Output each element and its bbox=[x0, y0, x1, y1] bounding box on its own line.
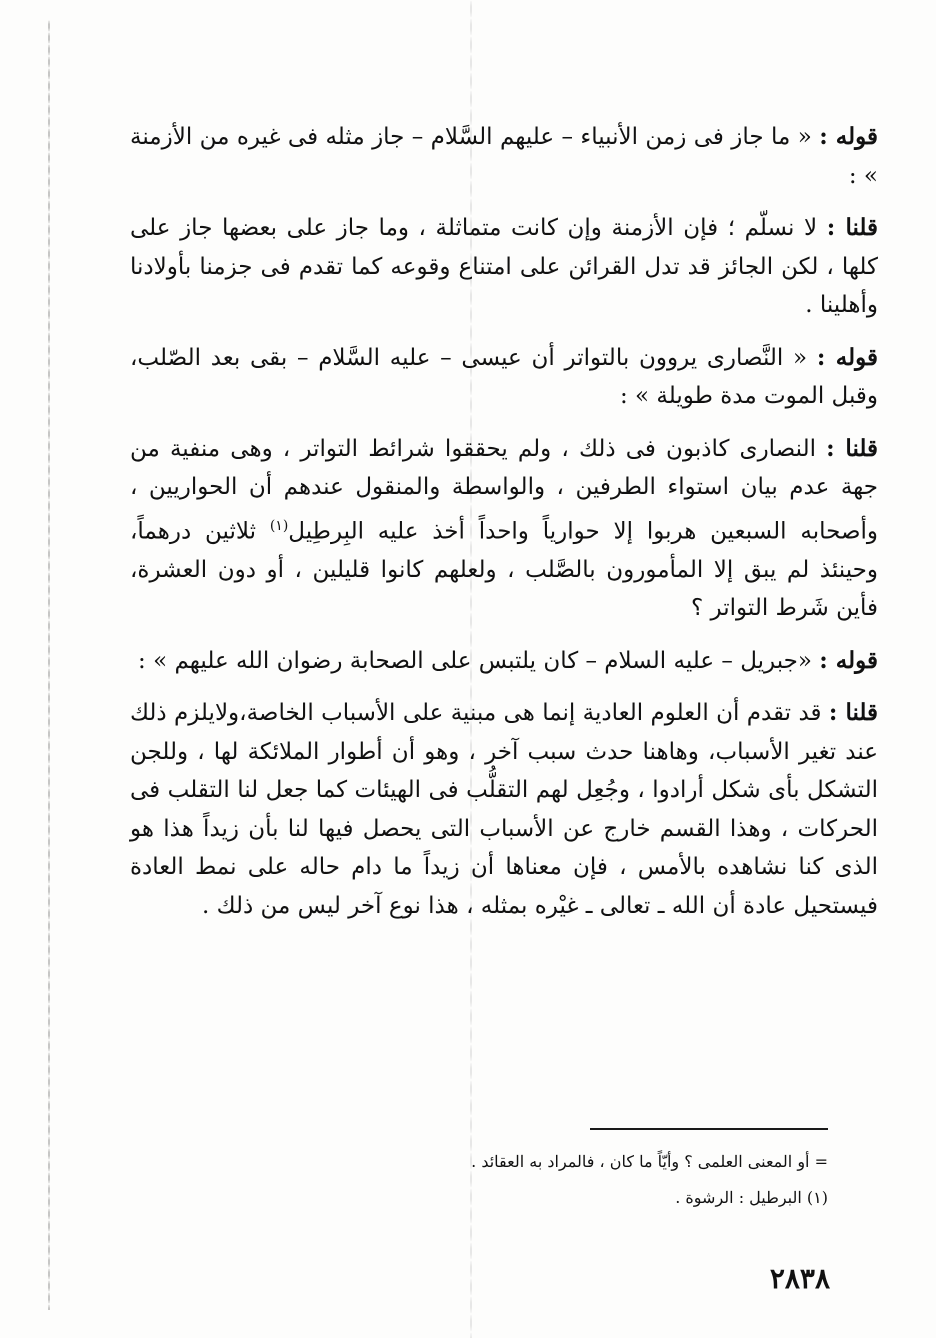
keyword-qawluh: قوله : bbox=[816, 343, 878, 371]
paragraph-text: «جبريل – عليه السلام – كان يلتبس على الصحابة رضوان الله عليهم » : bbox=[138, 647, 820, 674]
keyword-qulna: قلنا : bbox=[826, 434, 878, 462]
keyword-qawluh: قوله : bbox=[819, 123, 878, 150]
footnote-continuation: = أو المعنى العلمى ؟ وأيّاً ما كان ، فالمراد به العقائد . bbox=[471, 1152, 828, 1171]
page-number: ٢٨٣٨ bbox=[769, 1262, 830, 1295]
keyword-qulna: قلنا : bbox=[828, 699, 878, 727]
paragraph-text: قد تقدم أن العلوم العادية إنما هى مبنية على الأسباب الخاصة،ولايلزم ذلك عند تغير الأسباب، وهاهنا حدث سبب آخر ، وهو أن أطوار الملائكة لها ، وللجن التشكل بأى شكل أرادوا ، وجُعِل لهم التقلُّب فى الهيئات كما جعل لنا التقلب فى الحركات ، وهذا القسم خارج عن الأسباب التى يحصل فيها لنا بأن زيداً هذا هو الذى كنا نشاهده بالأمس ، فإن معناها أن زيداً ما دام حاله على نمط العادة فيستحيل عادة أن الله ـ تعالى ـ غيْره بمثله ، هذا نوع آخر ليس من ذلك . bbox=[130, 700, 878, 919]
paragraph-text: النصارى كاذبون فى ذلك ، ولم يحققوا شرائط التواتر ، وهى منفية من جهة عدم بيان استواء الطرفين ، والواسطة والمنقول عندهم أن الحواريين ، وأصحابه السبعين هربوا إلا حوارياً واحداً أخذ عليه البِرطِيل bbox=[130, 435, 879, 545]
paragraph-text: لا نسلّم ؛ فإن الأزمنة وإن كانت متماثلة ، وما جاز على بعضها جاز على كلها ، لكن الجائز قد تدل القرائن على امتناع وقوعه كما تقدم فى جزمنا بأولادنا وأهلينا . bbox=[130, 215, 878, 318]
paragraph-2 bbox=[130, 209, 878, 325]
paragraph-text-continued: ثلاثين درهماً، وحينئذ لم يبق إلا المأمورون بالصَّلب ، ولعلهم كانوا قليلين ، أو دون العشرة، فأين شَرط التواتر ؟ bbox=[130, 518, 878, 622]
paragraph-text: « النَّصارى يروون بالتواتر أن عيسى – عليه السَّلام – بقى بعد الصّلب، وقبل الموت مدة طويلة » : bbox=[130, 344, 878, 409]
paragraph-5 bbox=[130, 642, 878, 681]
keyword-qawluh: قوله : bbox=[819, 646, 878, 674]
footnotes bbox=[280, 1144, 828, 1216]
paragraph-3 bbox=[130, 339, 878, 416]
footnote-marker: (١) bbox=[269, 517, 289, 534]
main-text bbox=[130, 118, 878, 939]
footnote-1: (١) البرطيل : الرشوة . bbox=[675, 1188, 828, 1207]
paragraph-1 bbox=[130, 118, 878, 195]
paragraph-text: « ما جاز فى زمن الأنبياء – عليهم السَّلام – جاز مثله فى غيره من الأزمنة » : bbox=[130, 124, 878, 189]
paragraph-6 bbox=[130, 694, 878, 925]
footnote-separator bbox=[590, 1128, 828, 1130]
scan-artifact-left bbox=[48, 20, 50, 1310]
paragraph-4 bbox=[130, 430, 878, 628]
keyword-qulna: قلنا : bbox=[826, 214, 878, 241]
